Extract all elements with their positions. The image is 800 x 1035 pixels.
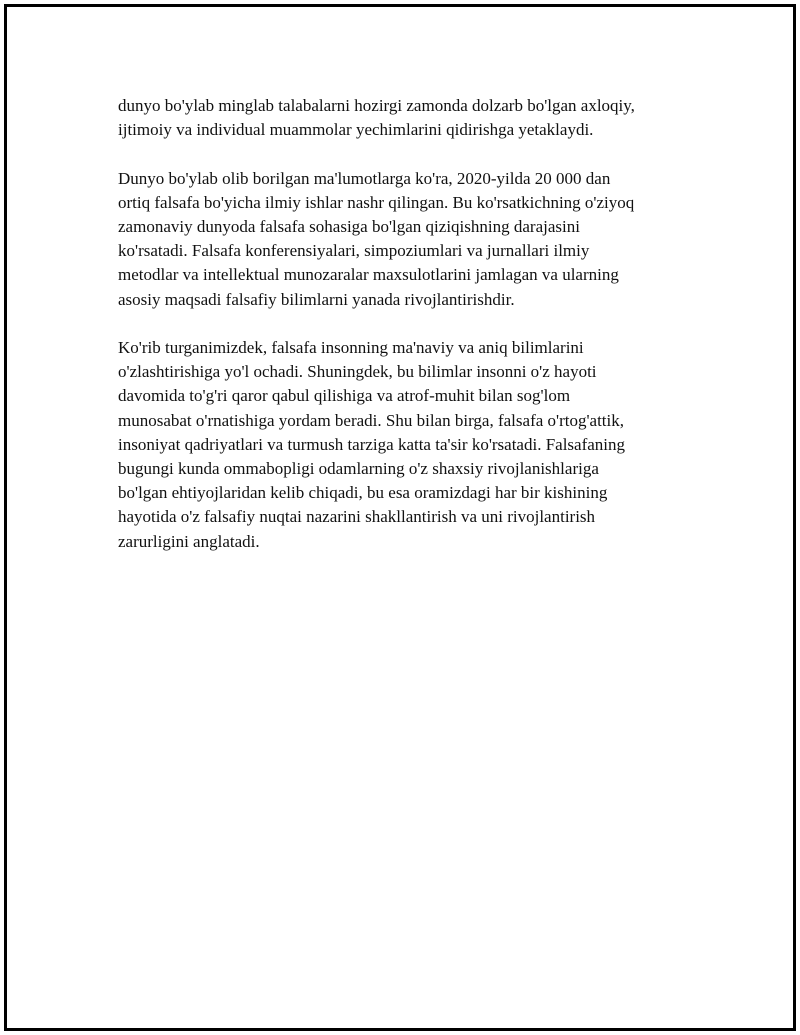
paragraph-2 <box>118 167 698 312</box>
document-body <box>118 94 698 578</box>
paragraph-1 <box>118 94 698 142</box>
paragraph-line: bo'lgan ehtiyojlaridan kelib chiqadi, bu esa oramizdagi har bir kishining <box>118 483 608 503</box>
paragraph-line: Ko'rib turganimizdek, falsafa insonning ma'naviy va aniq bilimlarini <box>118 338 584 357</box>
paragraph-line: ortiq falsafa bo'yicha ilmiy ishlar nashr qilingan. Bu ko'rsatkichning o'ziyoq <box>118 192 635 212</box>
paragraph-line: metodlar va intellektual munozaralar maxsulotlarini jamlagan va ularning <box>118 265 619 285</box>
paragraph-line: o'zlashtirishiga yo'l ochadi. Shuningdek, bu bilimlar insonni o'z hayoti <box>118 362 597 382</box>
paragraph-line: ko'rsatadi. Falsafa konferensiyalari, simpoziumlari va jurnallari ilmiy <box>118 241 590 261</box>
paragraph-3 <box>118 336 698 554</box>
paragraph-line: zarurligini anglatadi. <box>118 531 260 551</box>
paragraph-line: davomida to'g'ri qaror qabul qilishiga va atrof-muhit bilan sog'lom <box>118 386 571 406</box>
paragraph-line: munosabat o'rnatishiga yordam beradi. Shu bilan birga, falsafa o'rtog'attik, <box>118 410 624 430</box>
paragraph-line: ijtimoiy va individual muammolar yechimlarini qidirishga yetaklaydi. <box>118 120 594 140</box>
paragraph-line: bugungi kunda ommabopligi odamlarning o'z shaxsiy rivojlanishlariga <box>118 459 599 479</box>
paragraph-line: zamonaviy dunyoda falsafa sohasiga bo'lgan qiziqishning darajasini <box>118 217 580 236</box>
paragraph-line: asosiy maqsadi falsafiy bilimlarni yanada rivojlantirishdir. <box>118 289 515 309</box>
paragraph-line: insoniyat qadriyatlari va turmush tarziga katta ta'sir ko'rsatadi. Falsafaning <box>118 434 626 454</box>
paragraph-line: Dunyo bo'ylab olib borilgan ma'lumotlarga ko'ra, 2020-yilda 20 000 dan <box>118 168 611 188</box>
paragraph-line: hayotida o'z falsafiy nuqtai nazarini shakllantirish va uni rivojlantirish <box>118 507 596 527</box>
paragraph-line: dunyo bo'ylab minglab talabalarni hozirgi zamonda dolzarb bo'lgan axloqiy, <box>118 96 635 115</box>
